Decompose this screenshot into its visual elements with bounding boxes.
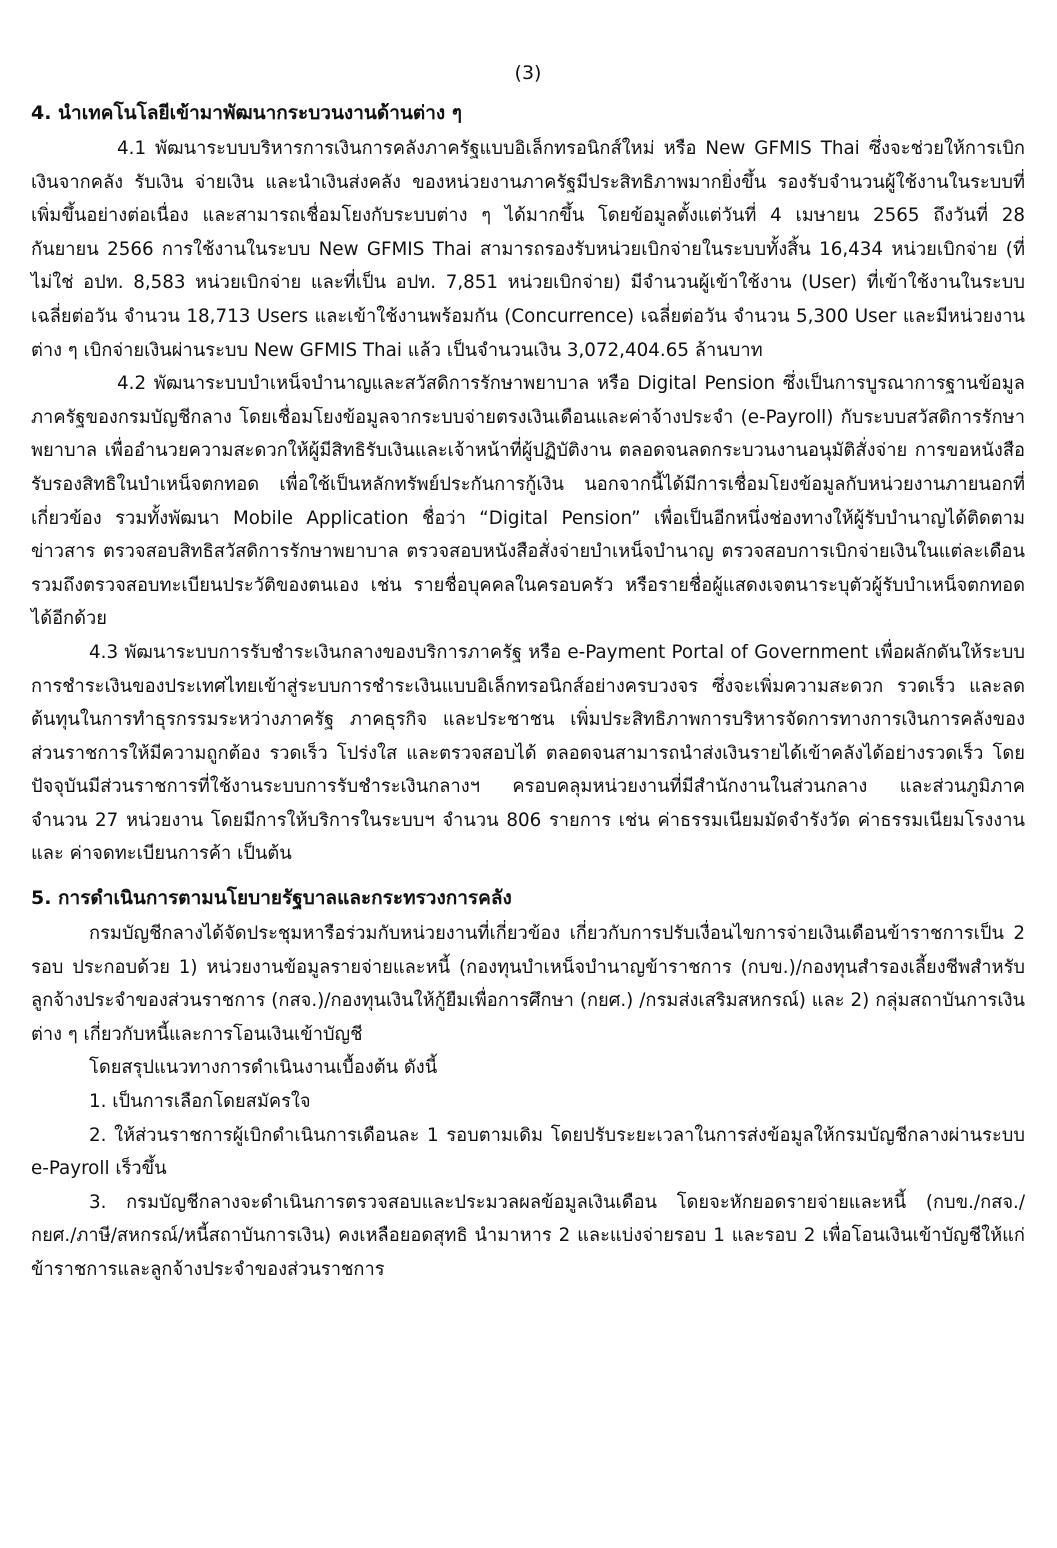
paragraph-5-summary: โดยสรุปแนวทางการดำเนินงานเบื้องต้น ดังนี้ — [89, 1057, 438, 1079]
list-item-2: 2. ให้ส่วนราชการผู้เบิกดำเนินการเดือนละ 1 รอบตามเดิม โดยปรับระยะเวลาในการส่งข้อมูลให้กรมบัญชีกลางผ่านระบบ e-Payroll เร็วขึ้น — [31, 1124, 1025, 1180]
section-5-heading: 5. การดำเนินการตามนโยบายรัฐบาลและกระทรวงการคลัง — [31, 887, 512, 910]
paragraph-4-1: 4.1 พัฒนาระบบบริหารการเงินการคลังภาครัฐแบบอิเล็กทรอนิกส์ใหม่ หรือ New GFMIS Thai ซึ่งจะช่วยให้การเบิกเงินจากคลัง รับเงิน จ่ายเงิน และนำเงินส่งคลัง ของหน่วยงานภาครัฐมีประสิทธิภาพมากยิ่งขึ้น รองรับจำนวนผู้ใช้งานในระบบที่เพิ่มขึ้นอย่างต่อเนื่อง และสามารถเชื่อมโยงกับระบบต่าง ๆ ได้มากขึ้น โดยข้อมูลตั้งแต่วันที่ 4 เมษายน 2565 ถึงวันที่ 28 กันยายน 2566 การใช้งานในระบบ New GFMIS Thai สามารถรองรับหน่วยเบิกจ่ายในระบบทั้งสิ้น 16,434 หน่วยเบิกจ่าย (ที่ไม่ใช่ อปท. 8,583 หน่วยเบิกจ่าย และที่เป็น อปท. 7,851 หน่วยเบิกจ่าย) มีจำนวนผู้เข้าใช้งาน (User) ที่เข้าใช้งานในระบบเฉลี่ยต่อวัน จำนวน 18,713 Users และเข้าใช้งานพร้อมกัน (Concurrence) เฉลี่ยต่อวัน จำนวน 5,300 User และมีหน่วยงานต่าง ๆ เบิกจ่ายเงินผ่านระบบ New GFMIS Thai แล้ว เป็นจำนวนเงิน 3,072,404.65 ล้านบาท — [31, 138, 1025, 361]
section-4-heading: 4. นำเทคโนโลยีเข้ามาพัฒนากระบวนงานด้านต่าง ๆ — [31, 102, 462, 124]
paragraph-4-3: 4.3 พัฒนาระบบการรับชำระเงินกลางของบริการภาครัฐ หรือ e-Payment Portal of Government เพื่อผลักดันให้ระบบการชำระเงินของประเทศไทยเข้าสู่ระบบการชำระเงินแบบอิเล็กทรอนิกส์อย่างครบวงจร ซึ่งจะเพิ่มความสะดวก รวดเร็ว และลดต้นทุนในการทำธุรกรรมระหว่างภาครัฐ ภาคธุรกิจ และประชาชน เพิ่มประสิทธิภาพการบริหารจัดการทางการเงินการคลังของส่วนราชการให้มีความถูกต้อง รวดเร็ว โปร่งใส และตรวจสอบได้ ตลอดจนสามารถนำส่งเงินรายได้เข้าคลังได้อย่างรวดเร็ว โดยปัจจุบันมีส่วนราชการที่ใช้งานระบบการรับชำระเงินกลางฯ ครอบคลุมหน่วยงานที่มีสำนักงานในส่วนกลาง และส่วนภูมิภาค จำนวน 27 หน่วยงาน โดยมีการให้บริการในระบบฯ จำนวน 806 รายการ เช่น ค่าธรรมเนียมมัดจำรังวัด ค่าธรรมเนียมโรงงาน และ ค่าจดทะเบียนการค้า เป็นต้น — [31, 641, 1025, 865]
page-number: (3) — [514, 62, 542, 84]
paragraph-4-2: 4.2 พัฒนาระบบบำเหน็จบำนาญและสวัสดิการรักษาพยาบาล หรือ Digital Pension ซึ่งเป็นการบูรณาการฐานข้อมูลภาครัฐของกรมบัญชีกลาง โดยเชื่อมโยงข้อมูลจากระบบจ่ายตรงเงินเดือนและค่าจ้างประจำ (e-Payroll) กับระบบสวัสดิการรักษาพยาบาล เพื่ออำนวยความสะดวกให้ผู้มีสิทธิรับเงินและเจ้าหน้าที่ผู้ปฏิบัติงาน ตลอดจนลดกระบวนงานอนุมัติสั่งจ่าย การขอหนังสือรับรองสิทธิในบำเหน็จตกทอด เพื่อใช้เป็นหลักทรัพย์ประกันการกู้เงิน นอกจากนี้ได้มีการเชื่อมโยงข้อมูลกับหน่วยงานภายนอกที่เกี่ยวข้อง รวมทั้งพัฒนา Mobile Application ชื่อว่า “Digital Pension” เพื่อเป็นอีกหนึ่งช่องทางให้ผู้รับบำนาญได้ติดตามข่าวสาร ตรวจสอบสิทธิสวัสดิการรักษาพยาบาล ตรวจสอบหนังสือสั่งจ่ายบำเหน็จบำนาญ ตรวจสอบการเบิกจ่ายเงินในแต่ละเดือน รวมถึงตรวจสอบทะเบียนประวัติของตนเอง เช่น รายชื่อบุคคลในครอบครัว หรือรายชื่อผู้แสดงเจตนาระบุตัวผู้รับบำเหน็จตกทอดได้อีกด้วย — [31, 373, 1025, 630]
paragraph-5-intro: กรมบัญชีกลางได้จัดประชุมหารือร่วมกับหน่วยงานที่เกี่ยวข้อง เกี่ยวกับการปรับเงื่อนไขการจ่ายเงินเดือนข้าราชการเป็น 2 รอบ ประกอบด้วย 1) หน่วยงานข้อมูลรายจ่ายและหนี้ (กองทุนบำเหน็จบำนาญข้าราชการ (กบข.)/กองทุนสำรองเลี้ยงชีพสำหรับลูกจ้างประจำของส่วนราชการ (กสจ.)/กองทุนเงินให้กู้ยืมเพื่อการศึกษา (กยศ.) /กรมส่งเสริมสหกรณ์) และ 2) กลุ่มสถาบันการเงินต่าง ๆ เกี่ยวกับหนี้และการโอนเงินเข้าบัญชี — [31, 923, 1025, 1045]
document-page — [31, 60, 1025, 1287]
list-item-1: 1. เป็นการเลือกโดยสมัครใจ — [89, 1091, 311, 1113]
list-item-3: 3. กรมบัญชีกลางจะดำเนินการตรวจสอบและประมวลผลข้อมูลเงินเดือน โดยจะหักยอดรายจ่ายและหนี้ (กบข./กสจ./กยศ./ภาษี/สหกรณ์/หนี้สถาบันการเงิน) คงเหลือยอดสุทธิ นำมาหาร 2 และแบ่งจ่ายรอบ 1 และรอบ 2 เพื่อโอนเงินเข้าบัญชีให้แก่ข้าราชการและลูกจ้างประจำของส่วนราชการ — [31, 1191, 1025, 1280]
